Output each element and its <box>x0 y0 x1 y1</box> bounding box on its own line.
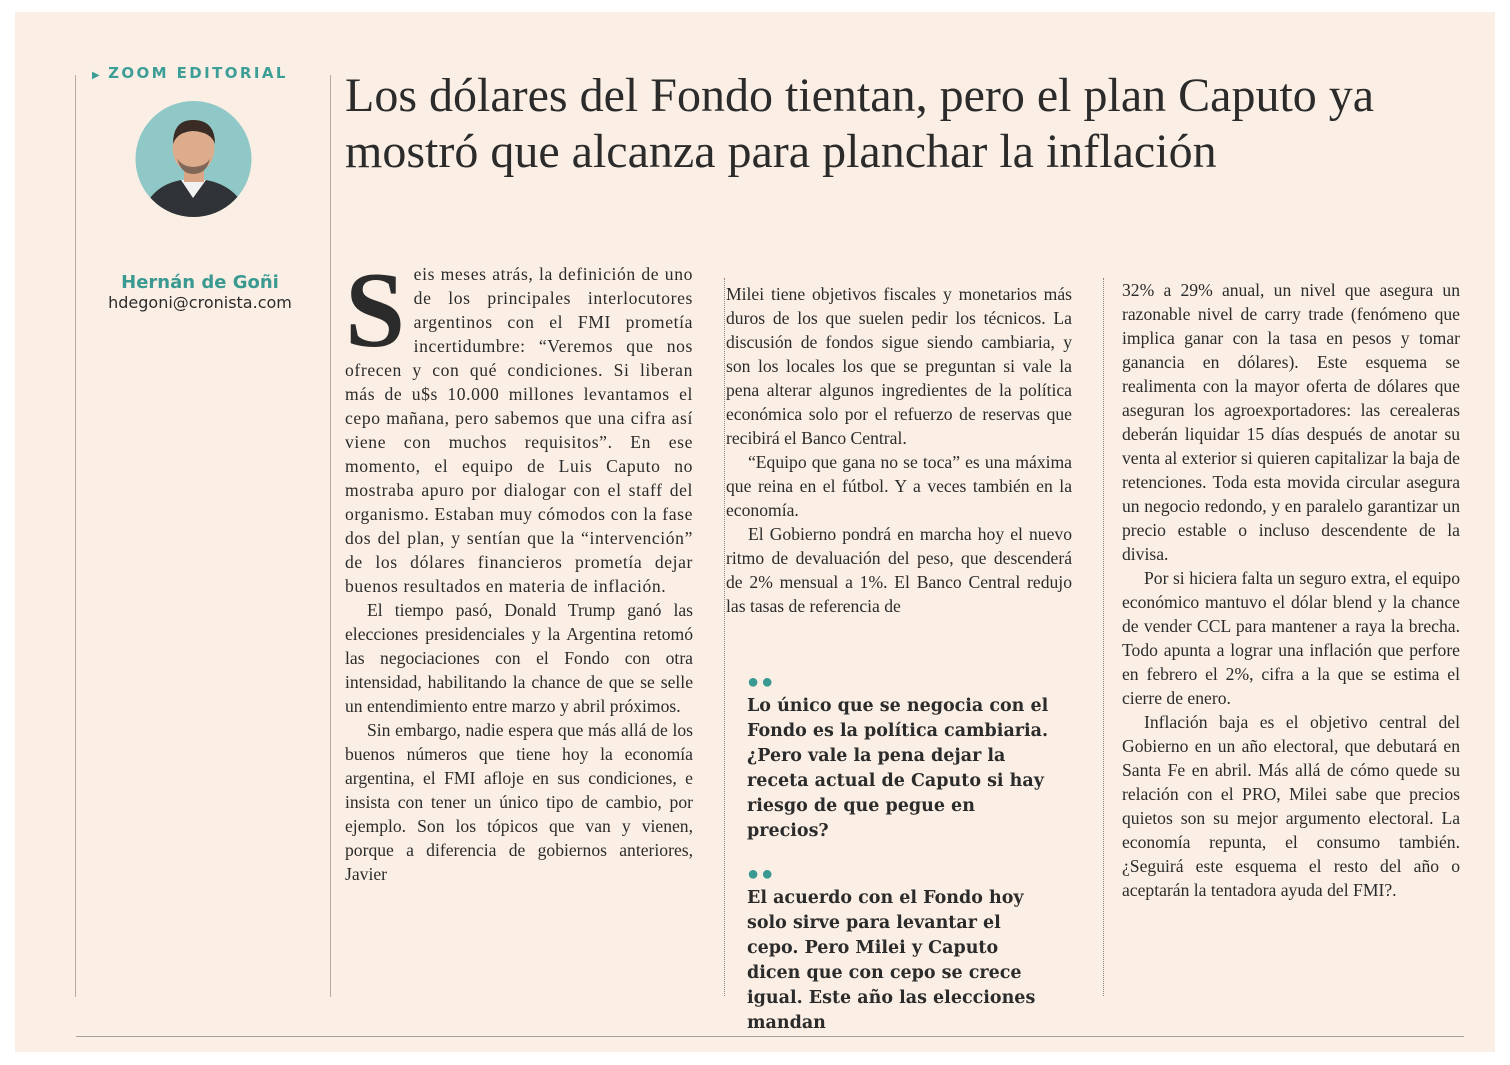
body-paragraph-continued: Milei tiene objetivos fiscales y monetarios más duros de los que suelen pedir los técnicos. La discusión de fondos sigue siendo cambiaria, y son los locales los que se preguntan si vale la pena alterar algunos ingredientes de la política económica solo por el refuerzo de reservas que recibirá el Banco Central. <box>726 284 1072 448</box>
author-email: hdegoni@cronista.com <box>108 293 292 312</box>
quote-dots-icon: ●● <box>747 671 776 693</box>
body-paragraph-continued: 32% a 29% anual, un nivel que asegura un razonable nivel de carry trade (fenómeno que implica ganar con la tasa en pesos y tomar ganancia en dólares). Este esquema se realimenta con la mayor oferta de dólares que aseguran los agroexportadores: las cerealeras deberán liquidar 15 días después de anotar su venta al exterior si quieren capitalizar la baja de retenciones. Toda esta movida circular asegura un negocio redondo, y en paralelo garantizar un precio estable o incluso descendente de la divisa. <box>1122 280 1460 564</box>
article-column-3 <box>1122 278 1460 902</box>
pullquotes <box>747 672 1057 1056</box>
article-column-2 <box>726 282 1072 618</box>
section-label: ZOOM EDITORIAL <box>108 64 288 82</box>
body-paragraph: “Equipo que gana no se toca” es una máxima que reina en el fútbol. Y a veces también en la economía. <box>726 452 1072 520</box>
article-column-1 <box>345 251 693 886</box>
pullquote: El acuerdo con el Fondo hoy solo sirve para levantar el cepo. Pero Milei y Caputo dicen que con cepo se crece igual. Este año las elecciones mandan <box>747 888 1036 1033</box>
pullquote: Lo único que se negocia con el Fondo es la política cambiaria. ¿Pero vale la pena dejar la receta actual de Caputo si hay riesgo de que pegue en precios? <box>747 696 1049 841</box>
sidebar-rule <box>330 75 331 997</box>
left-column-rule <box>75 75 76 997</box>
author-photo <box>121 100 266 218</box>
lead-text: eis meses atrás, la definición de uno de los principales interlocutores argentinos con el FMI prometía incertidumbre: “Veremos que nos ofrecen y con qué condiciones. Si liberan más de u$s 10.000 millones levantamos el cepo mañana, pero sabemos que una cifra así viene con muchos requisitos”. En ese momento, el equipo de Luis Caputo no mostraba apuro por dialogar con el staff del organismo. Estaban muy cómodos con la fase dos del plan, y sentían que la “intervención” de los dólares financieros prometía dejar buenos resultados en materia de inflación. <box>345 264 693 596</box>
column-divider-2 <box>1103 278 1104 996</box>
column-divider-1 <box>724 278 725 996</box>
body-paragraph: Por si hiciera falta un seguro extra, el equipo económico mantuvo el dólar blend y la chance de vender CCL para mantener a raya la brecha. Todo apunta a lograr una inflación que perfore en febrero el 2%, cifra a la que se estima el cierre de enero. <box>1122 568 1460 708</box>
body-paragraph: Sin embargo, nadie espera que más allá de los buenos números que tiene hoy la economía argentina, el FMI afloje en sus condiciones, e insista con tener un único tipo de cambio, por ejemplo. Son los tópicos que van y vienen, porque a diferencia de gobiernos anteriores, Javier <box>345 720 693 884</box>
headline: Los dólares del Fondo tientan, pero el plan Caputo ya mostró que alcanza para planchar la inflación <box>345 69 1375 178</box>
body-paragraph: El tiempo pasó, Donald Trump ganó las elecciones presidenciales y la Argentina retomó las negociaciones con el Fondo con otra intensidad, habilitando la chance de que se selle un entendimiento entre marzo y abril próximos. <box>345 600 693 716</box>
quote-dots-icon: ●● <box>747 863 776 885</box>
dropcap: S <box>345 251 406 370</box>
body-paragraph: Inflación baja es el objetivo central del Gobierno en un año electoral, que debutará en Santa Fe en abril. Más allá de cómo quede su relación con el PRO, Milei sabe que precios quietos son su mejor argumento electoral. La economía repunta, el consumo también. ¿Seguirá este esquema el resto del año o aceptarán la tentadora ayuda del FMI?. <box>1122 712 1460 900</box>
author-name: Hernán de Goñi <box>121 272 279 293</box>
triangle-icon: ▶ <box>92 70 103 81</box>
section-kicker <box>92 64 288 82</box>
lead-paragraph <box>345 251 693 598</box>
body-paragraph: El Gobierno pondrá en marcha hoy el nuevo ritmo de devaluación del peso, que descenderá de 2% mensual a 1%. El Banco Central redujo las tasas de referencia de <box>726 524 1072 616</box>
